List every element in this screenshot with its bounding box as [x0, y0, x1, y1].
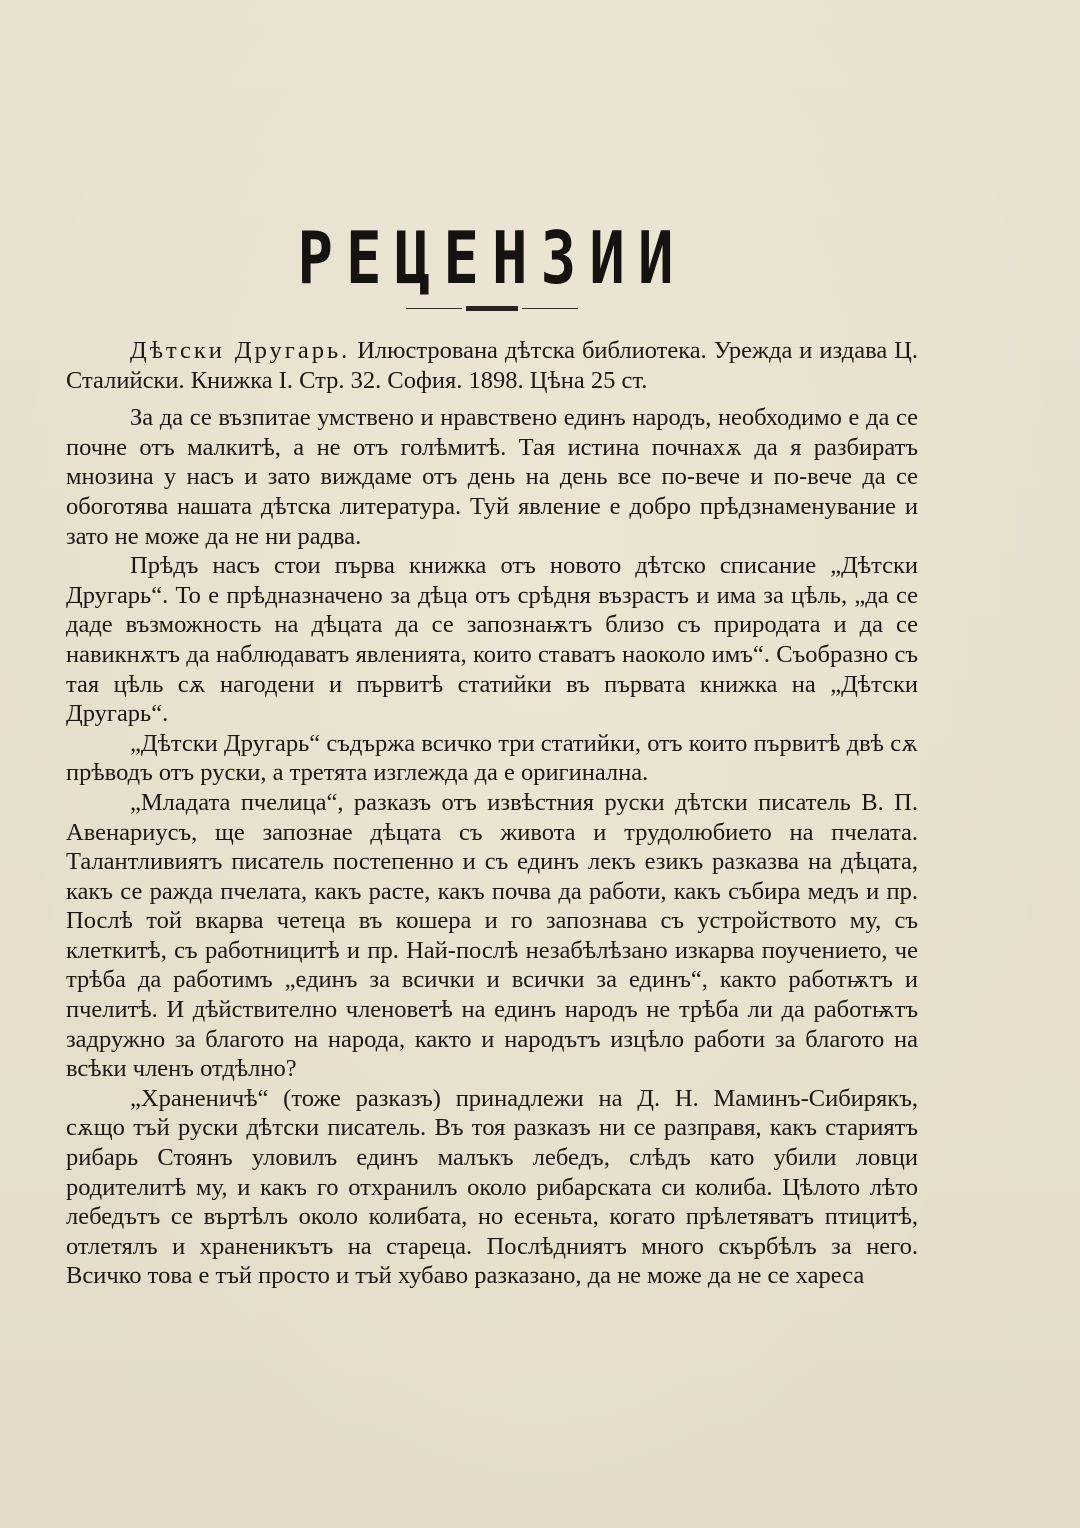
divider-left-line [406, 308, 462, 309]
reviewed-book-title: Дѣтски Другарь. [130, 337, 351, 364]
divider-right-line [522, 308, 578, 309]
review-body [66, 336, 918, 1291]
review-paragraph-2: Прѣдъ насъ стои първа книжка отъ новото дѣтско списание „Дѣтски Другарь“. То е прѣдназначено за дѣца отъ срѣдня възрастъ и има за цѣль, „да се даде възможность на дѣцата да се запознаѭтъ близо съ природата и да се навикнѫтъ да наблюдаватъ явленията, които ставатъ наоколо имъ“. Съобразно съ тая цѣль сѫ нагодени и първитѣ статийки въ първата книжка на „Дѣтски Другарь“. [66, 552, 918, 728]
reviewed-book-info: Илюстрована дѣтска библиотека. Урежда и издава Ц. Сталийски. Книжка I. Стр. 32. София. 1898. Цѣна 25 ст. [66, 337, 918, 394]
divider-center-bar [466, 306, 518, 311]
review-paragraph-1: За да се възпитае умствено и нравствено единъ народъ, необходимо е да се почне отъ малкитѣ, а не отъ голѣмитѣ. Тая истина почнахѫ да я разбиратъ мнозина у насъ и зато виждаме отъ день на день все по-вече и по-вече да се обоготява нашата дѣтска литература. Туй явление е добро прѣдзнаменувание и зато не може да не ни радва. [66, 404, 918, 550]
section-title: РЕЦЕНЗИИ [297, 216, 687, 300]
title-divider [406, 306, 578, 312]
review-paragraph-4: „Младата пчелица“, разказъ отъ извѣстния руски дѣтски писатель В. П. Авенариусъ, ще запознае дѣцата съ живота и трудолюбието на пчелата. Талантливиятъ писатель постепенно и съ единъ лекъ езикъ разказва на дѣцата, какъ се ражда пчелата, какъ расте, какъ почва да работи, какъ събира медъ и пр. Послѣ той вкарва четеца въ кошера и го запознава съ устройството му, съ клеткитѣ, съ работницитѣ и пр. Най-послѣ незабѣлѣзано изкарва поучението, че трѣба да работимъ „единъ за всички и всички за единъ“, както работѭтъ и пчелитѣ. И дѣйствително членоветѣ на единъ народъ не трѣба ли да работѭтъ задружно за благото на народа, както и народътъ изцѣло работи за благото на всѣки членъ отдѣлно? [66, 788, 918, 1083]
review-paragraph-5: „Храненичѣ“ (тоже разказъ) принадлежи на Д. Н. Маминъ-Сибирякъ, сѫщо тъй руски дѣтски писатель. Въ тоя разказъ ни се разправя, какъ стариятъ рибарь Стоянъ уловилъ единъ малъкъ лебедъ, слѣдъ като убили ловци родителитѣ му, и какъ го отхранилъ около рибарската си колиба. Цѣлото лѣто лебедътъ се въртѣлъ около колибата, но есеньта, когато прѣлетяватъ птицитѣ, отлетялъ и храненикътъ на стареца. Послѣдниятъ много скърбѣлъ за него. Всичко това е тъй просто и тъй хубаво разказано, да не може да не се хареса [66, 1084, 918, 1290]
review-paragraph-3: „Дѣтски Другарь“ съдържа всичко три статийки, отъ които първитѣ двѣ сѫ прѣводъ отъ руски, а третята изглежда да е оригинална. [66, 729, 918, 787]
review-heading-paragraph [66, 336, 918, 395]
